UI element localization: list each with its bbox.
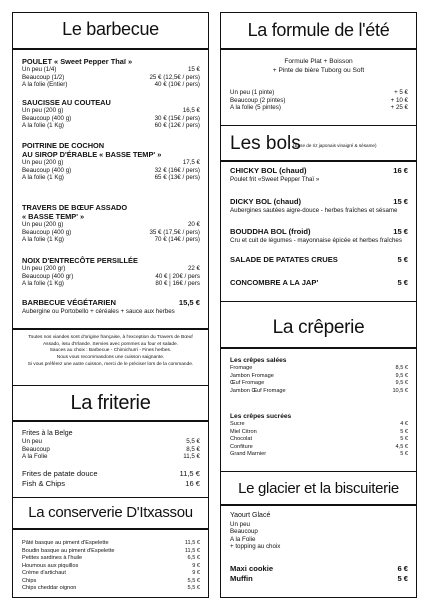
- price-row: Un peu (1 pinte) + 5 €: [230, 89, 408, 96]
- bol-item-concombre: [230, 278, 408, 288]
- creperie-section: [221, 301, 416, 471]
- list-item: Houmous aux piquillos 9 €: [22, 562, 200, 569]
- price-row: Beaucoup (2 pintes) + 10 €: [230, 96, 408, 104]
- item-name: Frites à la Belge: [22, 430, 73, 437]
- item-name: SAUCISSE AU COUTEAU: [22, 98, 111, 107]
- price-row: Un peu (200 gr) 22 €: [22, 265, 200, 272]
- list-item: Crème d'artichaut 9 €: [22, 570, 200, 576]
- list-item: Miel Citron 5 €: [230, 428, 408, 435]
- item-name-price: DICKY BOL (chaud) 15 €: [230, 197, 408, 206]
- list-item: Sucre 4 €: [230, 421, 408, 427]
- list-item: Jambon Œuf Fromage 10,5 €: [230, 387, 408, 394]
- price-row: A la folie (1 Kg) 70 € (14€ / pers): [22, 236, 200, 244]
- price-row: A la folie (Entier) 40 € (10€ / pers): [22, 81, 200, 89]
- item-name-price: SALADE DE PATATES CRUES 5 €: [230, 255, 408, 264]
- list-item: Pâté basque au piment d'Espelette 11,5 €: [22, 540, 200, 546]
- divider: [13, 48, 208, 50]
- divider: [221, 48, 416, 50]
- menu-item-frites-belge: [22, 429, 200, 461]
- list-item: Confiture 4,5 €: [230, 443, 408, 450]
- barbecue-note: Toutes nos viandes sont d'origine française, à l'exception du Travers de Bœuf Assado, issu d'Irlande. Servies avec pommes au four et salade. Sauces au choix : Barbecue - Chimichurri - Fines herbes. Nous vous recommandons une cuisson saignante. Si vous préférez une autre cuisson, merci de le préciser lors de la commande.: [27, 335, 194, 367]
- menu-item-poitrine: [22, 141, 200, 182]
- formule-title: La formule de l'été: [247, 20, 390, 40]
- price-row: Un peu (1/4) 15 €: [22, 66, 200, 73]
- list-item: Œuf Fromage 9,5 €: [230, 380, 408, 386]
- list-item: Fromage 8,5 €: [230, 365, 408, 371]
- item-name: NOIX D'ENTRECÔTE PERSILLÉE: [22, 256, 138, 265]
- item-name-price: BARBECUE VÉGÉTARIEN 15,5 €: [22, 298, 200, 307]
- divider: [221, 504, 416, 506]
- glacier-title: Le glacier et la biscuiterie: [238, 480, 399, 497]
- item-description: Cru et cuit de légumes - mayonnaise épicée et herbes fraîches: [230, 237, 402, 244]
- price-row: Un peu (200 g) 20 €: [22, 221, 200, 228]
- bol-item-dicky: [230, 197, 408, 215]
- right-column: [220, 12, 417, 598]
- list-item: Boudin basque au piment d'Espelette 11,5 €: [22, 547, 200, 554]
- price-row: Un peu (200 g) 16,5 €: [22, 107, 200, 114]
- formule-description: Formule Plat + Boisson + Pinte de bière Tuborg ou Soft: [272, 58, 365, 74]
- item-name-price: CONCOMBRE A LA JAP' 5 €: [230, 278, 408, 287]
- price-row: Beaucoup (400 g) 30 € (15€ / pers): [22, 114, 200, 122]
- subsection-title: Les crêpes sucrées: [230, 413, 292, 420]
- divider: [221, 347, 416, 349]
- divider: [221, 160, 416, 162]
- item-name: TRAVERS DE BŒUF ASSADO: [22, 203, 128, 212]
- item-name: Yaourt Glacé: [230, 512, 271, 519]
- divider: [13, 328, 208, 330]
- barbecue-section: [13, 13, 208, 385]
- item-name-price: Frites de patate douce 11,5 €: [22, 469, 200, 478]
- item-description: Poulet frit «Sweet Pepper Thaï »: [230, 176, 320, 183]
- price-row: Beaucoup (400 gr) 40 € | 20€ / pers: [22, 272, 200, 280]
- crepes-sucrees: [230, 413, 408, 459]
- barbecue-title: Le barbecue: [62, 19, 159, 39]
- price-row: A la folie (1 Kg) 80 € | 16€ / pers: [22, 280, 200, 288]
- divider: [13, 420, 208, 422]
- item-description: Aubergine ou Portobello + céréales + sauce aux herbes: [22, 308, 175, 315]
- item-name-price: Muffin 5 €: [230, 574, 408, 583]
- list-item: Chips cheddar oignon 5,5 €: [22, 585, 200, 591]
- list-item: Jambon Fromage 9,5 €: [230, 372, 408, 379]
- list-item: Chips 5,5 €: [22, 577, 200, 584]
- menu-item-saucisse: [22, 98, 200, 130]
- item-option: A la Folie: [230, 535, 256, 543]
- left-column: [12, 12, 209, 598]
- crepes-salees: [230, 357, 408, 395]
- bols-section: [221, 125, 416, 301]
- formule-section: [221, 13, 416, 125]
- price-row: A la folie (1 Kg) 65 € (13€ / pers): [22, 174, 200, 182]
- item-description: Aubergines sautées aigre-douce - herbes fraîches et sésame: [230, 207, 398, 214]
- price-row: A la Folie 11,5 €: [22, 453, 200, 461]
- list-item: Grand Marnier 5 €: [230, 451, 408, 457]
- item-name-price: BOUDDHA BOL (froid) 15 €: [230, 227, 408, 236]
- formule-options: [230, 89, 408, 112]
- menu-item-poulet: [22, 57, 200, 89]
- glacier-biscuits: [230, 564, 408, 584]
- bol-item-salade: [230, 255, 408, 265]
- bol-item-chicky: [230, 166, 408, 184]
- menu-item-noix: [22, 256, 200, 288]
- glacier-yaourt: [230, 512, 408, 551]
- menu-item-patate-douce: [22, 469, 200, 489]
- price-row: Beaucoup 8,5 €: [22, 445, 200, 453]
- friterie-section: [13, 385, 208, 497]
- price-row: A la folie (5 pintes) + 25 €: [230, 104, 408, 112]
- bol-item-bouddha: [230, 227, 408, 245]
- friterie-title: La friterie: [70, 392, 151, 414]
- glacier-section: [221, 471, 416, 599]
- price-row: Un peu 5,5 €: [22, 438, 200, 445]
- conserverie-list: [22, 540, 200, 593]
- item-name: POITRINE DE COCHON: [22, 141, 105, 150]
- price-row: Beaucoup (1/2) 25 € (12,5€ / pers): [22, 73, 200, 81]
- list-item: Petites sardines à l'huile 6,5 €: [22, 555, 200, 561]
- item-name-line2: « BASSE TEMP' »: [22, 212, 85, 221]
- conserverie-title: La conserverie D'Itxassou: [28, 504, 193, 521]
- price-row: Beaucoup (400 g) 32 € (16€ / pers): [22, 166, 200, 174]
- bols-note: (Base de riz japonais vinaigré & sésame): [293, 143, 377, 148]
- creperie-title: La crêperie: [272, 317, 365, 338]
- price-row: Un peu (200 g) 17,5 €: [22, 159, 200, 166]
- list-item: Chocolat 5 €: [230, 436, 408, 442]
- item-option: + topping au choix: [230, 543, 281, 551]
- menu-item-travers: [22, 203, 200, 244]
- conserverie-section: [13, 497, 208, 599]
- item-name: POULET « Sweet Pepper Thaï »: [22, 57, 133, 66]
- item-name-line2: AU SIROP D'ÉRABLE « BASSE TEMP' »: [22, 150, 162, 159]
- price-row: A la folie (1 Kg) 60 € (12€ / pers): [22, 122, 200, 130]
- item-name-price: CHICKY BOL (chaud) 16 €: [230, 166, 408, 175]
- divider: [13, 528, 208, 530]
- item-name-price: Maxi cookie 6 €: [230, 564, 408, 573]
- item-option: Un peu: [230, 520, 250, 528]
- bols-title: Les bols: [230, 133, 301, 154]
- subsection-title: Les crêpes salées: [230, 357, 287, 364]
- item-name-price: Fish & Chips 16 €: [22, 479, 200, 488]
- price-row: Beaucoup (400 g) 35 € (17,5€ / pers): [22, 228, 200, 236]
- menu-item-vegetarien: [22, 298, 200, 316]
- item-option: Beaucoup: [230, 528, 258, 536]
